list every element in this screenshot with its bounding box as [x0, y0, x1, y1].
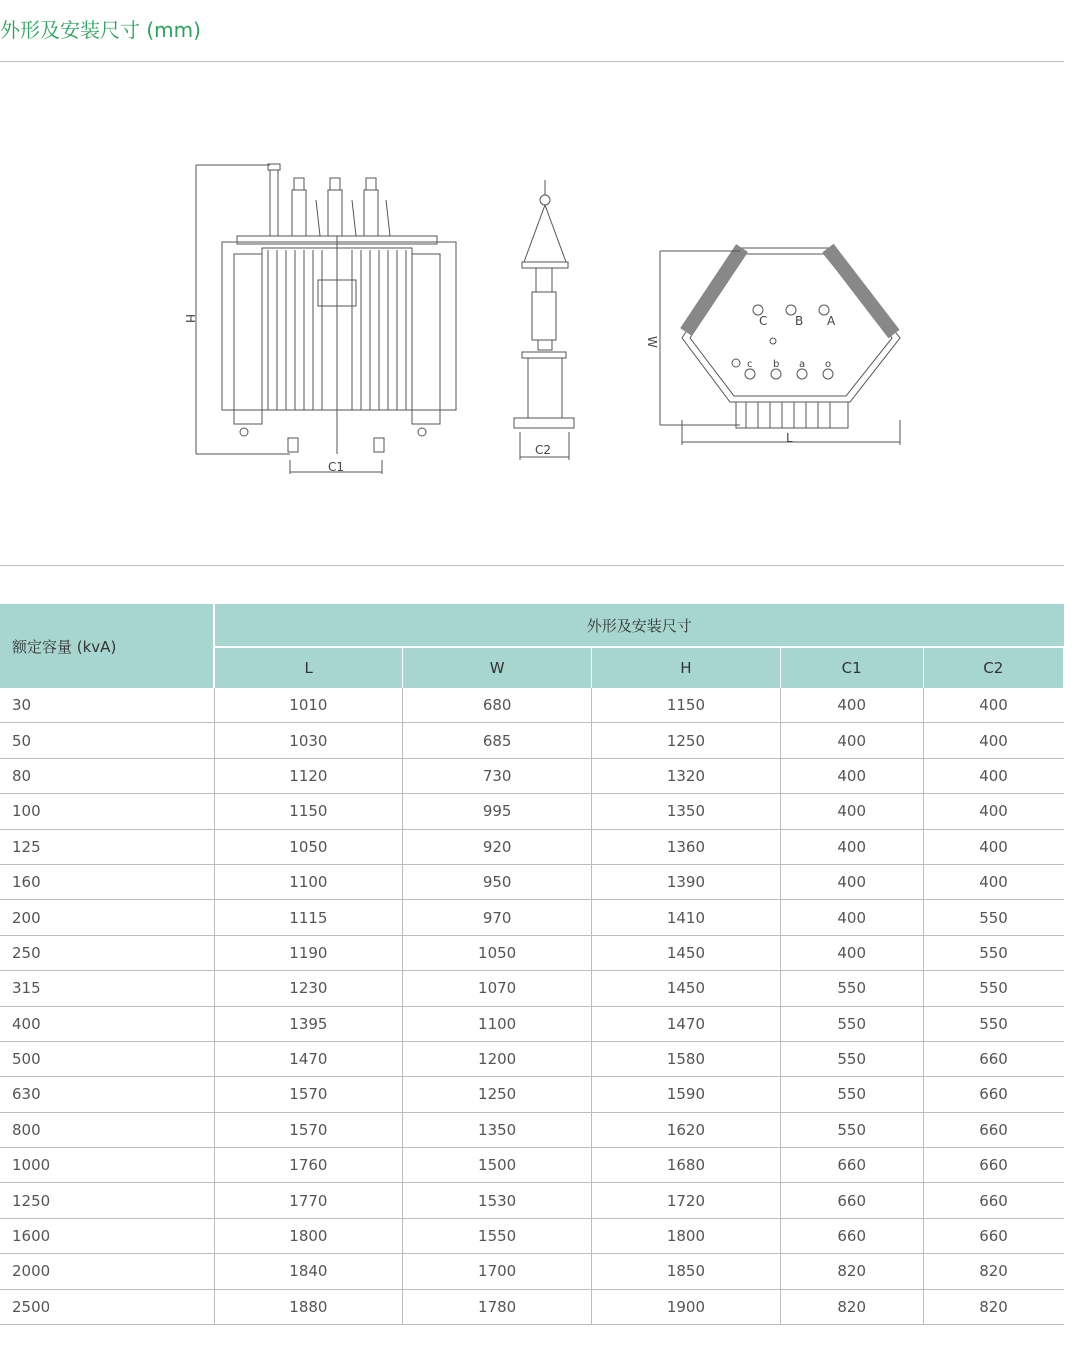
dimension-cell: 400 [780, 829, 923, 864]
table-row [0, 1077, 1064, 1112]
top-divider [0, 61, 1064, 62]
dimension-cell: 1850 [592, 1254, 781, 1289]
dimension-cell: 1410 [592, 900, 781, 935]
capacity-cell: 2000 [0, 1254, 214, 1289]
capacity-cell: 1250 [0, 1183, 214, 1218]
dimension-cell: 1010 [214, 688, 403, 723]
dimension-cell: 660 [923, 1077, 1063, 1112]
capacity-cell: 400 [0, 1006, 214, 1041]
transformer-drawings [0, 120, 1064, 520]
capacity-cell: 50 [0, 723, 214, 758]
column-header-c1: C1 [780, 647, 923, 688]
table-row [0, 971, 1064, 1006]
hv-terminal-label: A [827, 314, 836, 328]
column-header-c2: C2 [923, 647, 1063, 688]
dimension-cell: 550 [780, 1112, 923, 1147]
dimension-cell: 1200 [403, 1041, 592, 1076]
dimension-cell: 1530 [403, 1183, 592, 1218]
page-title: 外形及安装尺寸 (mm) [0, 18, 201, 42]
dimension-cell: 400 [923, 723, 1063, 758]
dimension-cell: 1190 [214, 935, 403, 970]
dimension-cell: 1450 [592, 971, 781, 1006]
lv-terminal-label: c [747, 359, 753, 370]
dimension-cell: 1590 [592, 1077, 781, 1112]
dimension-cell: 1470 [592, 1006, 781, 1041]
dimension-cell: 400 [923, 829, 1063, 864]
width-dimension-label: W [645, 336, 659, 348]
dimension-cell: 1900 [592, 1289, 781, 1324]
capacity-cell: 100 [0, 794, 214, 829]
dimension-cell: 1030 [214, 723, 403, 758]
table-row [0, 900, 1064, 935]
table-row [0, 1006, 1064, 1041]
capacity-cell: 630 [0, 1077, 214, 1112]
table-row [0, 1218, 1064, 1253]
dimension-cell: 400 [923, 794, 1063, 829]
lv-terminal-label: a [799, 359, 806, 370]
dimension-cell: 820 [923, 1254, 1063, 1289]
capacity-cell: 160 [0, 864, 214, 899]
dimension-cell: 660 [923, 1183, 1063, 1218]
dimension-cell: 400 [780, 758, 923, 793]
dimension-cell: 1350 [403, 1112, 592, 1147]
dimension-cell: 550 [923, 1006, 1063, 1041]
dimension-cell: 550 [780, 971, 923, 1006]
table-row [0, 723, 1064, 758]
length-dimension-label: L [786, 431, 793, 445]
table-row [0, 1183, 1064, 1218]
hv-terminal-label: C [759, 314, 768, 328]
capacity-header: 额定容量 (kvA) [0, 604, 214, 688]
dimension-cell: 1320 [592, 758, 781, 793]
c2-dimension-label: C2 [535, 443, 552, 457]
capacity-cell: 500 [0, 1041, 214, 1076]
table-row [0, 794, 1064, 829]
dimension-cell: 1580 [592, 1041, 781, 1076]
dimension-cell: 1570 [214, 1112, 403, 1147]
dimension-cell: 1390 [592, 864, 781, 899]
dimension-cell: 660 [923, 1218, 1063, 1253]
dimension-cell: 1800 [592, 1218, 781, 1253]
dimension-cell: 920 [403, 829, 592, 864]
dimension-cell: 550 [780, 1041, 923, 1076]
column-header-w: W [403, 647, 592, 688]
capacity-cell: 800 [0, 1112, 214, 1147]
dimension-cell: 400 [923, 864, 1063, 899]
table-row [0, 758, 1064, 793]
table-row [0, 1254, 1064, 1289]
capacity-cell: 125 [0, 829, 214, 864]
dimension-cell: 1115 [214, 900, 403, 935]
dimension-cell: 1450 [592, 935, 781, 970]
dimension-cell: 970 [403, 900, 592, 935]
dimension-cell: 680 [403, 688, 592, 723]
top-view-drawing [660, 248, 900, 445]
capacity-cell: 30 [0, 688, 214, 723]
capacity-cell: 80 [0, 758, 214, 793]
table-body [0, 688, 1064, 1325]
dimension-cell: 950 [403, 864, 592, 899]
capacity-cell: 1000 [0, 1148, 214, 1183]
middle-divider [0, 565, 1064, 566]
dimension-cell: 550 [923, 971, 1063, 1006]
column-header-h: H [592, 647, 781, 688]
capacity-cell: 2500 [0, 1289, 214, 1324]
height-dimension-label: H [183, 314, 197, 324]
dimension-cell: 1070 [403, 971, 592, 1006]
dimension-cell: 400 [780, 900, 923, 935]
dimension-cell: 1350 [592, 794, 781, 829]
table-row [0, 1041, 1064, 1076]
table-row [0, 1289, 1064, 1324]
table-row [0, 1112, 1064, 1147]
dimension-cell: 550 [780, 1006, 923, 1041]
dimension-cell: 660 [780, 1218, 923, 1253]
dimension-cell: 660 [780, 1148, 923, 1183]
dimension-cell: 1360 [592, 829, 781, 864]
dimension-cell: 550 [923, 935, 1063, 970]
dimension-cell: 550 [780, 1077, 923, 1112]
dimension-cell: 400 [780, 864, 923, 899]
dimension-cell: 1720 [592, 1183, 781, 1218]
capacity-cell: 250 [0, 935, 214, 970]
dimension-cell: 1620 [592, 1112, 781, 1147]
capacity-cell: 1600 [0, 1218, 214, 1253]
dimension-cell: 400 [923, 688, 1063, 723]
group-header: 外形及安装尺寸 [214, 604, 1064, 647]
table-row [0, 935, 1064, 970]
dimension-cell: 660 [923, 1148, 1063, 1183]
dimension-cell: 1840 [214, 1254, 403, 1289]
dimension-cell: 1780 [403, 1289, 592, 1324]
dimension-cell: 995 [403, 794, 592, 829]
front-view-drawing [196, 164, 456, 474]
dimension-cell: 730 [403, 758, 592, 793]
dimension-cell: 400 [923, 758, 1063, 793]
dimension-cell: 1050 [403, 935, 592, 970]
table-row [0, 688, 1064, 723]
table-row [0, 829, 1064, 864]
dimension-cell: 820 [780, 1289, 923, 1324]
lv-terminal-label: o [825, 359, 832, 370]
dimension-cell: 1120 [214, 758, 403, 793]
dimensions-table [0, 604, 1064, 1325]
dimension-cell: 1570 [214, 1077, 403, 1112]
dimension-cell: 1770 [214, 1183, 403, 1218]
dimension-cell: 400 [780, 723, 923, 758]
dimension-cell: 660 [923, 1041, 1063, 1076]
dimension-cell: 1150 [592, 688, 781, 723]
dimension-cell: 1500 [403, 1148, 592, 1183]
dimension-cell: 400 [780, 794, 923, 829]
dimension-cell: 685 [403, 723, 592, 758]
dimension-cell: 1250 [592, 723, 781, 758]
dimension-cell: 820 [923, 1289, 1063, 1324]
dimension-cell: 1760 [214, 1148, 403, 1183]
dimension-cell: 400 [780, 688, 923, 723]
column-header-l: L [214, 647, 403, 688]
c1-dimension-label: C1 [328, 460, 345, 474]
dimension-cell: 660 [923, 1112, 1063, 1147]
dimension-cell: 400 [780, 935, 923, 970]
dimension-cell: 550 [923, 900, 1063, 935]
dimension-cell: 1250 [403, 1077, 592, 1112]
dimension-cell: 1395 [214, 1006, 403, 1041]
dimension-cell: 1150 [214, 794, 403, 829]
dimension-cell: 1800 [214, 1218, 403, 1253]
dimension-cell: 1230 [214, 971, 403, 1006]
hv-terminal-label: B [795, 314, 804, 328]
dimension-cell: 820 [780, 1254, 923, 1289]
dimension-cell: 660 [780, 1183, 923, 1218]
capacity-cell: 315 [0, 971, 214, 1006]
dimension-cell: 1700 [403, 1254, 592, 1289]
dimension-cell: 1100 [214, 864, 403, 899]
dimension-cell: 1050 [214, 829, 403, 864]
table-row [0, 1148, 1064, 1183]
lv-terminal-label: b [773, 359, 780, 370]
dimension-cell: 1680 [592, 1148, 781, 1183]
dimension-cell: 1550 [403, 1218, 592, 1253]
capacity-cell: 200 [0, 900, 214, 935]
dimension-cell: 1880 [214, 1289, 403, 1324]
side-view-drawing [514, 180, 574, 460]
dimension-cell: 1100 [403, 1006, 592, 1041]
dimension-cell: 1470 [214, 1041, 403, 1076]
table-row [0, 864, 1064, 899]
